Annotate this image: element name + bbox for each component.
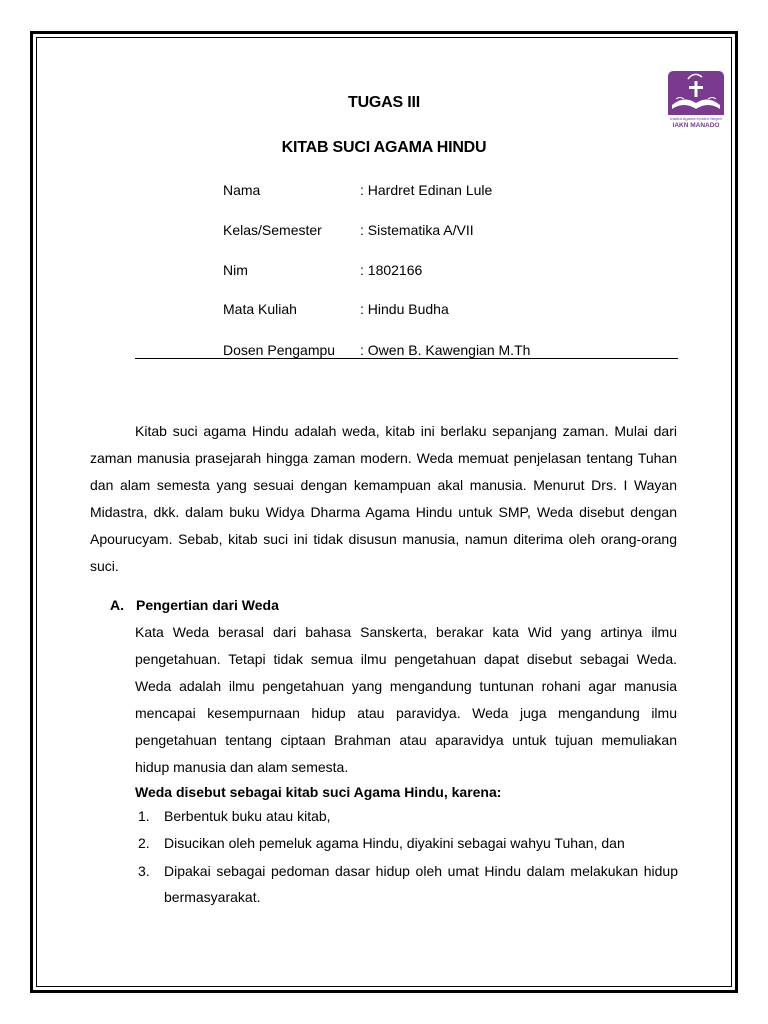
list-item — [138, 803, 678, 829]
list-number: 2. — [138, 835, 150, 851]
info-value: : Sistematika A/VII — [360, 222, 474, 238]
page-subtitle: KITAB SUCI AGAMA HINDU — [281, 139, 487, 156]
info-value: : Hindu Budha — [360, 301, 449, 317]
info-label: Dosen Pengampu — [223, 342, 336, 358]
info-label: Mata Kuliah — [223, 301, 297, 317]
section-a-paragraph: Kata Weda berasal dari bahasa Sanskerta, berakar kata Wid yang artinya ilmu pengetahuan. Tetapi tidak semua ilmu pengetahuan dapat disebut sebagai Weda. Weda adalah ilmu pengetahuan yang mengandung tuntunan rohani agar manusia mencapai kesempurnaan hidup atau paravidya. Weda juga mengandung ilmu pengetahuan tentang ciptaan Brahman atau aparavidya untuk tujuan memuliakan hidup manusia dan alam semesta. — [135, 624, 677, 775]
page-title: TUGAS III — [348, 94, 420, 111]
logo-caption-line-1: Institut Agama Kristen Negeri — [670, 116, 722, 121]
intro-paragraph: Kitab suci agama Hindu adalah weda, kitab ini berlaku sepanjang zaman. Mulai dari zaman manusia prasejarah hingga zaman modern. Weda memuat penjelasan tentang Tuhan dan alam semesta yang sesuai dengan kemampuan akal manusia. Menurut Drs. I Wayan Midastra, dkk. dalam buku Widya Dharma Agama Hindu untuk SMP, Weda disebut dengan Apourucyam. Sebab, kitab suci ini tidak disusun manusia, namun diterima oleh orang-orang suci. — [90, 423, 677, 574]
logo-caption-line-2: IAKN MANADO — [672, 122, 720, 129]
section-letter: A. — [110, 597, 124, 613]
list-number: 3. — [138, 863, 150, 879]
list-item — [138, 858, 678, 912]
reasons-heading: Weda disebut sebagai kitab suci Agama Hindu, karena: — [135, 784, 502, 800]
section-a-heading — [110, 595, 279, 615]
list-text: Dipakai sebagai pedoman dasar hidup oleh umat Hindu dalam melakukan hidup bermasyarakat. — [164, 863, 678, 905]
info-label: Nim — [223, 262, 248, 278]
list-text: Berbentuk buku atau kitab, — [164, 808, 331, 824]
header-divider — [135, 358, 678, 359]
info-value: : 1802166 — [360, 262, 423, 278]
info-value: : Owen B. Kawengian M.Th — [360, 342, 531, 358]
list-number: 1. — [138, 808, 150, 824]
info-label: Nama — [223, 182, 261, 198]
info-label: Kelas/Semester — [223, 222, 322, 238]
list-text: Disucikan oleh pemeluk agama Hindu, diyakini sebagai wahyu Tuhan, dan — [164, 835, 625, 851]
list-item — [138, 830, 678, 856]
info-value: : Hardret Edinan Lule — [360, 182, 493, 198]
section-title: Pengertian dari Weda — [136, 597, 279, 613]
